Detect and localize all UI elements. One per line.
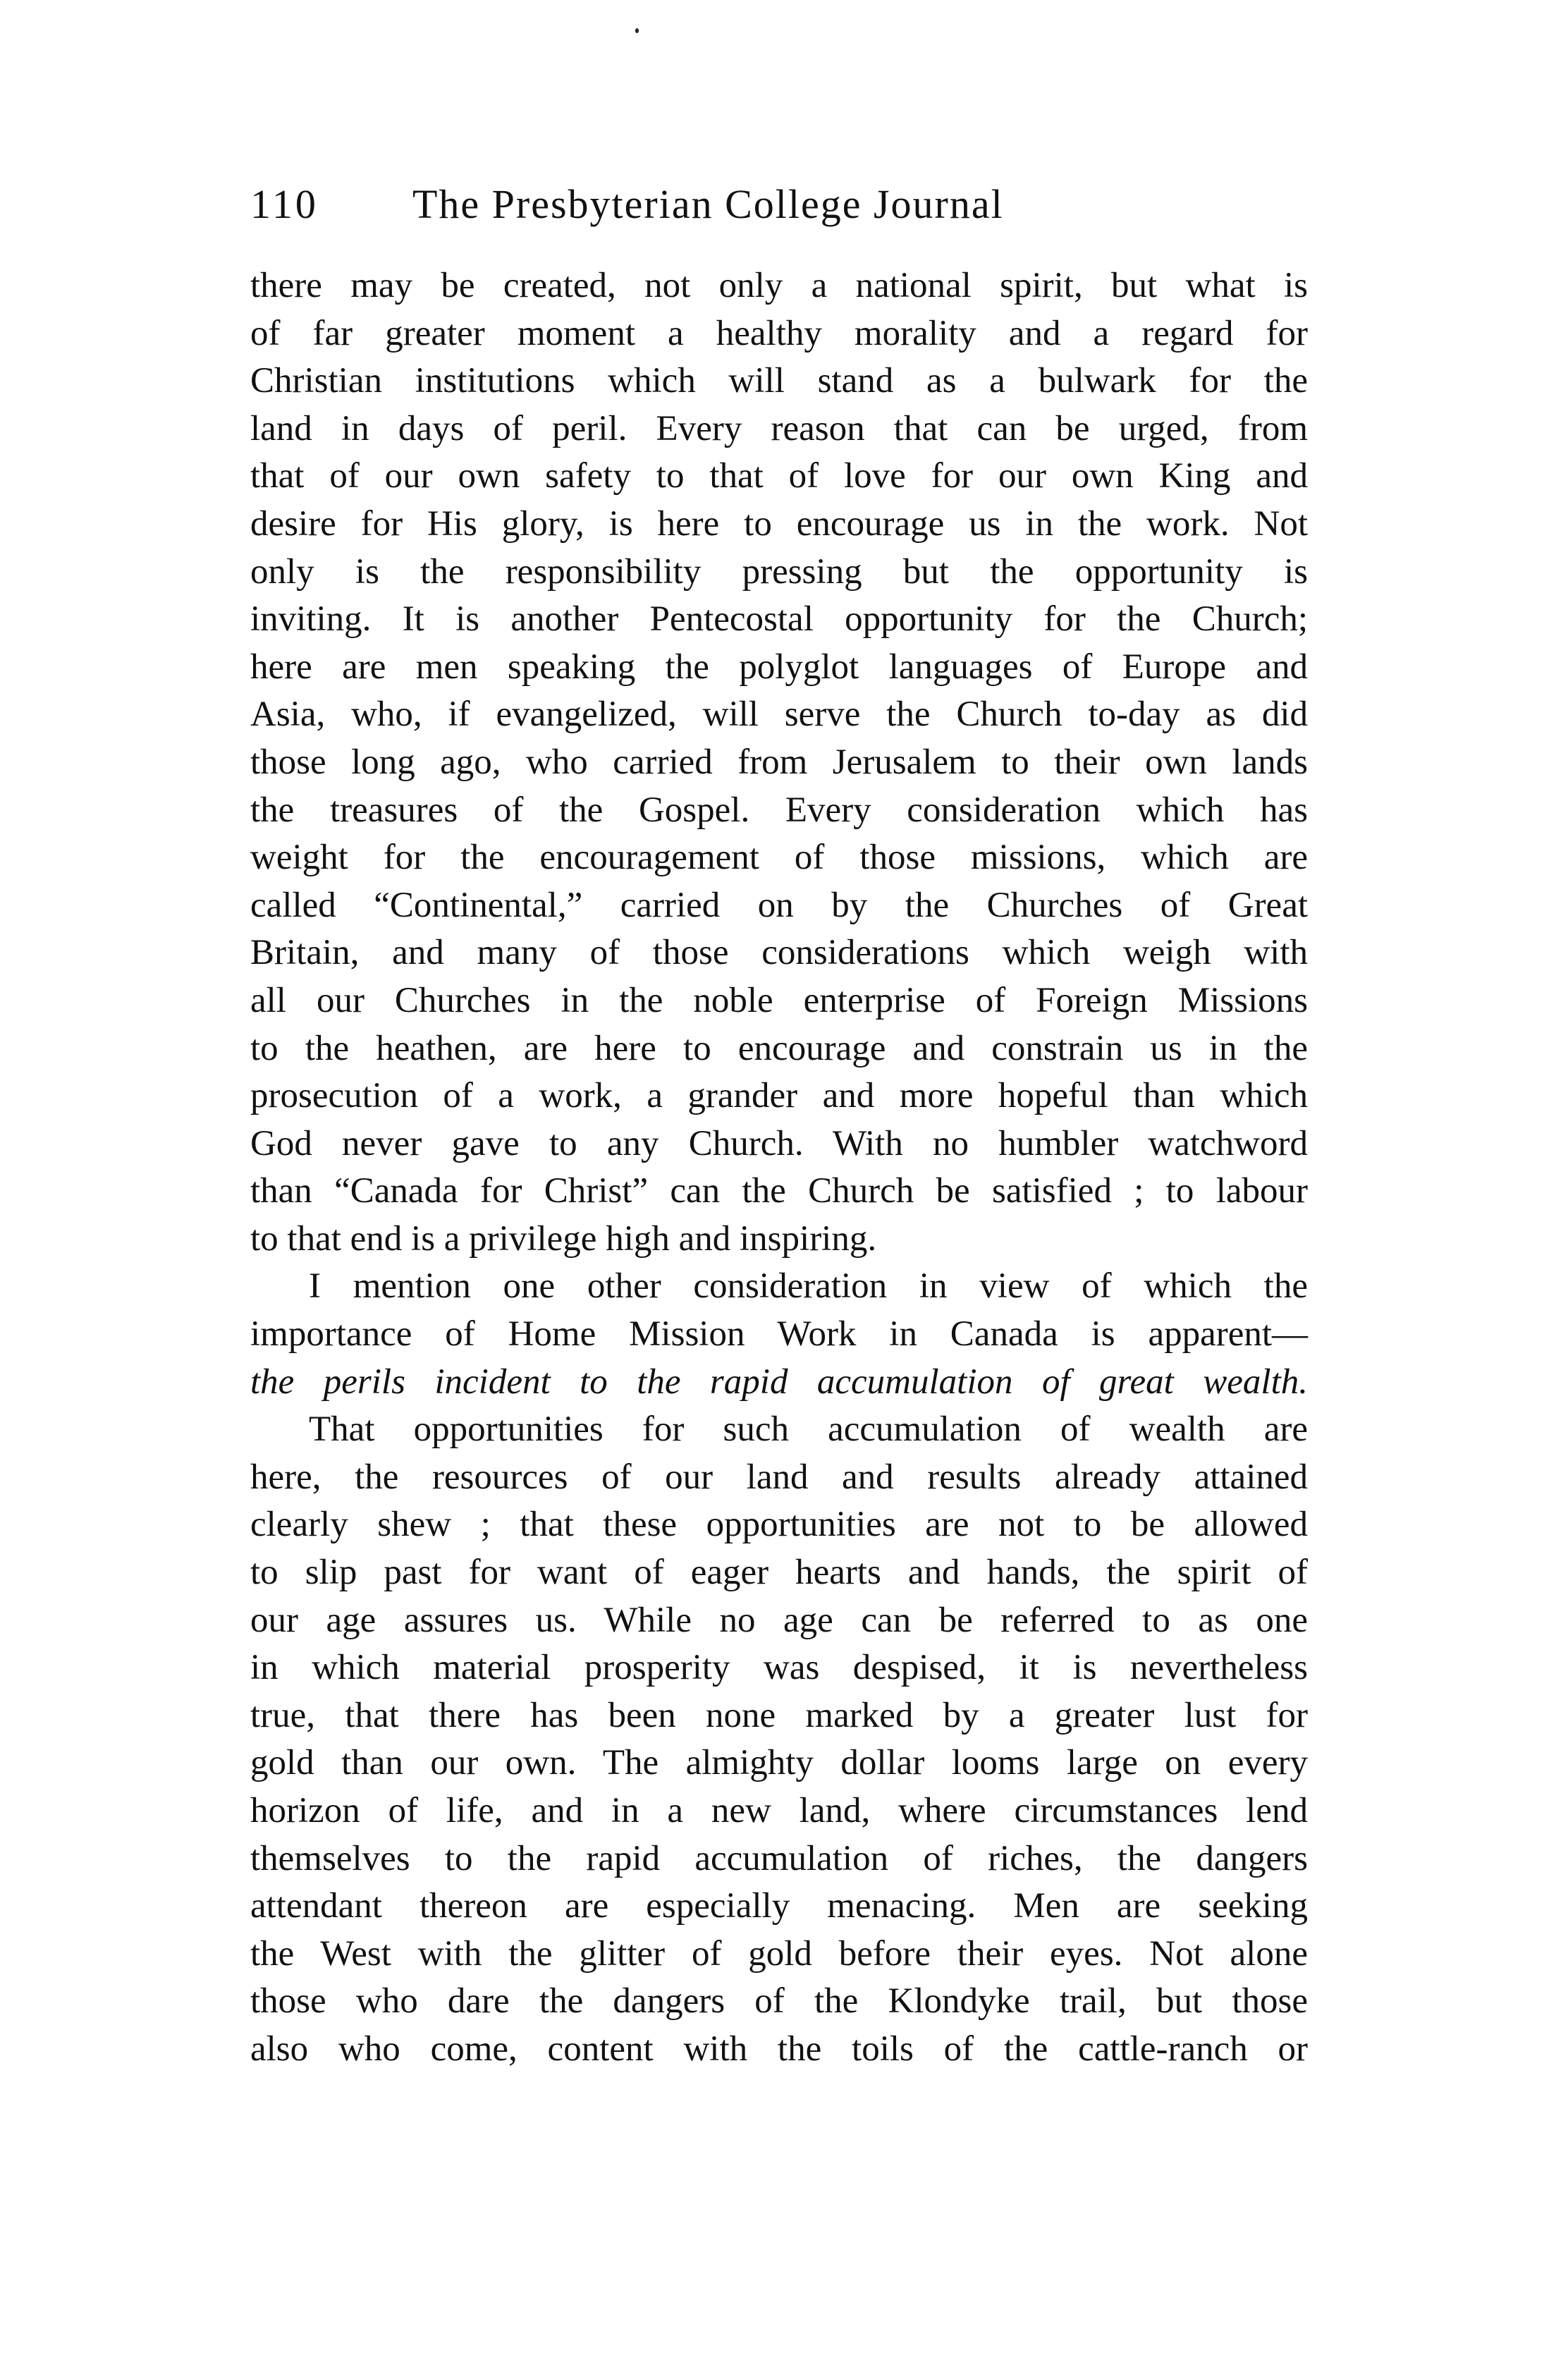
page-number: 110 <box>250 181 319 227</box>
running-header <box>250 176 1308 233</box>
text-line: that of our own safety to that of love for our own King and <box>250 456 1308 496</box>
text-line: I mention one other consideration in view of which the <box>309 1266 1308 1307</box>
text-line: inviting. It is another Pentecostal opportunity for the Church; <box>250 599 1308 640</box>
text-line: God never gave to any Church. With no humbler watchword <box>250 1123 1308 1163</box>
text-line: in which material prosperity was despised, it is nevertheless <box>250 1648 1308 1688</box>
text-line: to that end is a privilege high and inspiring. <box>250 1218 877 1259</box>
text-line: there may be created, not only a national spirit, but what is <box>250 266 1308 305</box>
text-line: of far greater moment a healthy morality and a regard for <box>250 313 1308 353</box>
text-line: here, the resources of our land and results already attained <box>250 1457 1308 1497</box>
text-line: Christian institutions which will stand as a bulwark for the <box>250 361 1308 401</box>
paragraph <box>250 262 1308 1263</box>
text-line: than “Canada for Christ” can the Church be satisfied ; to labour <box>250 1171 1308 1211</box>
text-line: weight for the encouragement of those missions, which are <box>250 838 1308 878</box>
text-line: attendant thereon are especially menacing. Men are seeking <box>250 1886 1308 1926</box>
text-line: importance of Home Mission Work in Canada is apparent— <box>250 1314 1308 1354</box>
text-line: Britain, and many of those considerations which weigh with <box>250 933 1308 973</box>
text-line: also who come, content with the toils of the cattle-ranch or <box>250 2029 1308 2069</box>
paragraph <box>250 1263 1308 1406</box>
journal-title: The Presbyterian College Journal <box>412 181 1004 227</box>
text-line: land in days of peril. Every reason that can be urged, from <box>250 408 1308 448</box>
text-line: to the heathen, are here to encourage and constrain us in the <box>250 1028 1308 1068</box>
text-line: horizon of life, and in a new land, where circumstances lend <box>250 1791 1308 1830</box>
text-line: desire for His glory, is here to encourage us in the work. Not <box>250 503 1308 544</box>
text-line: prosecution of a work, a grander and more hopeful than which <box>250 1076 1308 1116</box>
text-line: our age assures us. While no age can be referred to as one <box>250 1600 1308 1640</box>
emphasized-line: the perils incident to the rapid accumulation of great wealth. <box>250 1362 1308 1402</box>
text-line: those who dare the dangers of the Klondyke trail, but those <box>250 1981 1308 2022</box>
text-line: to slip past for want of eager hearts and hands, the spirit of <box>250 1553 1308 1593</box>
text-line: called “Continental,” carried on by the Churches of Great <box>250 885 1308 925</box>
print-speck <box>635 28 639 33</box>
text-line: true, that there has been none marked by a greater lust for <box>250 1695 1308 1735</box>
text-line: Asia, who, if evangelized, will serve the Church to-day as did <box>250 695 1308 735</box>
body-text <box>250 262 1308 2074</box>
text-line: the West with the glitter of gold before their eyes. Not alone <box>250 1933 1308 1974</box>
text-line: the treasures of the Gospel. Every consideration which has <box>250 790 1308 830</box>
text-line: clearly shew ; that these opportunities are not to be allowed <box>250 1505 1308 1545</box>
text-line: those long ago, who carried from Jerusalem to their own lands <box>250 742 1308 782</box>
text-line: gold than our own. The almighty dollar looms large on every <box>250 1743 1308 1783</box>
paragraph <box>250 1406 1308 2073</box>
text-line: here are men speaking the polyglot languages of Europe and <box>250 647 1308 687</box>
text-line: themselves to the rapid accumulation of riches, the dangers <box>250 1838 1308 1878</box>
text-line: That opportunities for such accumulation of wealth are <box>309 1409 1308 1450</box>
text-line: only is the responsibility pressing but the opportunity is <box>250 551 1308 592</box>
text-line: all our Churches in the noble enterprise of Foreign Missions <box>250 980 1308 1020</box>
